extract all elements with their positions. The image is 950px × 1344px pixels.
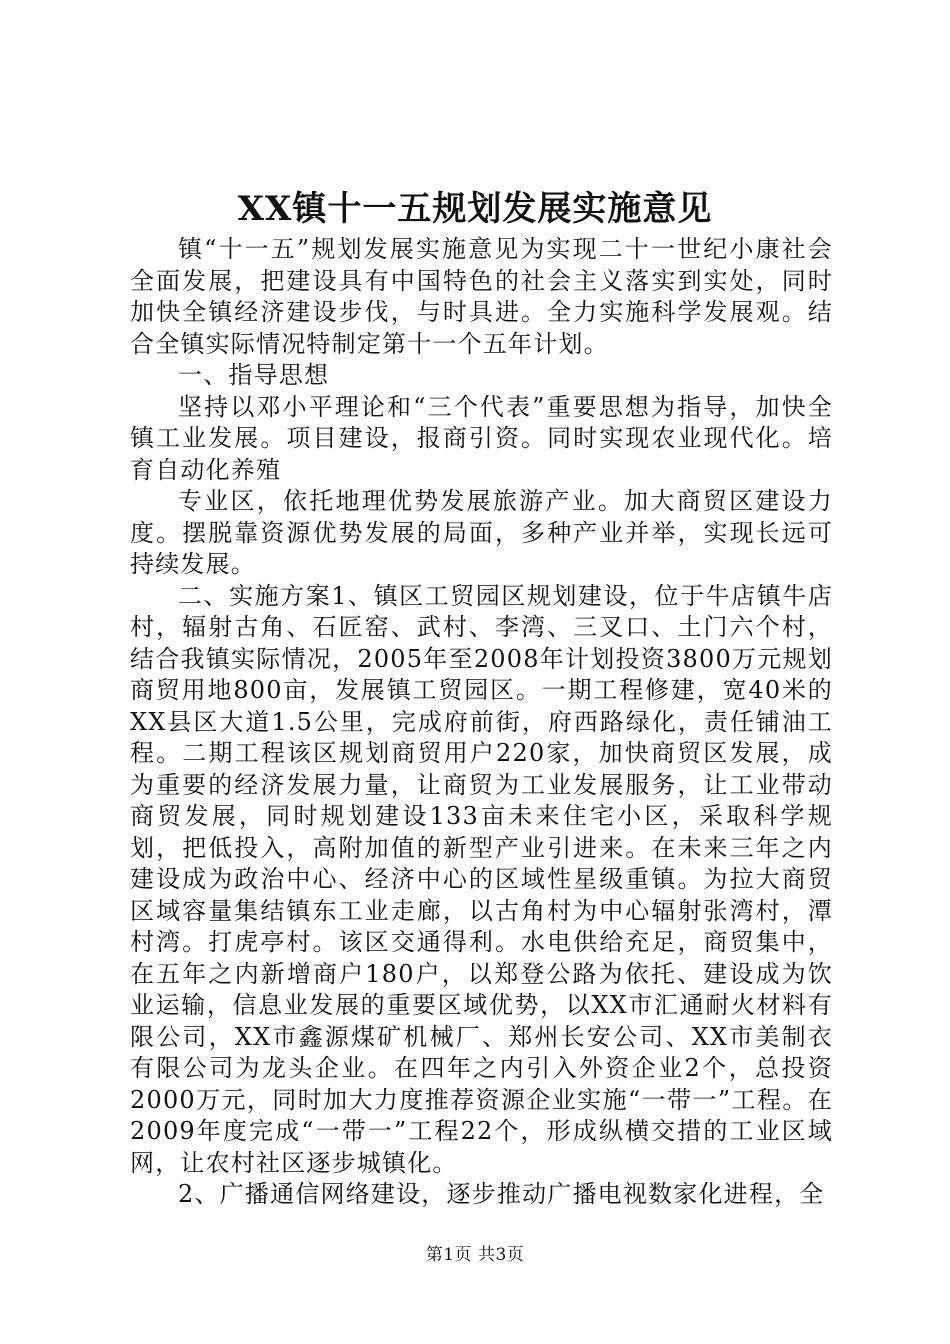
broadcast-network-paragraph: 2、广播通信网络建设，逐步推动广播电视数家化进程，全 bbox=[178, 1180, 825, 1208]
intro-paragraph: 镇“十一五”规划发展实施意见为实现二十一世纪小康社会全面发展，把建设具有中国特色的社会主义落实到实处，同时加快全镇经济建设步伐，与时具进。全力实施科学发展观。结合全镇实际情况特制定第十一个五年计划。 bbox=[130, 235, 833, 358]
guiding-ideology-paragraph: 坚持以邓小平理论和“三个代表”重要思想为指导，加快全镇工业发展。项目建设，报商引资。同时实现农业现代化。培育自动化养殖 bbox=[130, 392, 833, 484]
guiding-ideology-continued-paragraph: 专业区，依托地理优势发展旅游产业。加大商贸区建设力度。摆脱靠资源优势发展的局面，多种产业并举，实现长远可持续发展。 bbox=[130, 487, 833, 578]
document-title: XX镇十一五规划发展实施意见 bbox=[237, 189, 713, 229]
section-heading-guiding-ideology: 一、指导思想 bbox=[178, 361, 330, 389]
page-number-footer: 第1页 共3页 bbox=[425, 1245, 525, 1265]
implementation-plan-paragraph: 二、实施方案1、镇区工贸园区规划建设，位于牛店镇牛店村，辐射古角、石匠窑、武村、李湾、三叉口、土门六个村，结合我镇实际情况，2005年至2008年计划投资3800万元规划商贸用地800亩，发展镇工贸园区。一期工程修建，宽40米的XX县区大道1.5公里，完成府前街，府西路绿化，责任铺油工程。二期工程该区规划商贸用户220家，加快商贸区发展，成为重要的经济发展力量，让商贸为工业发展服务，让工业带动商贸发展，同时规划建设133亩未来住宅小区，采取科学规划，把低投入，高附加值的新型产业引进来。在未来三年之内建设成为政治中心、经济中心的区域性星级重镇。为拉大商贸区域容量集结镇东工业走廊，以古角村为中心辐射张湾村，潭村湾。打虎亭村。该区交通得利。水电供给充足，商贸集中，在五年之内新增商户180户，以郑登公路为依托、建设成为饮业运输，信息业发展的重要区域优势，以XX市汇通耐火材料有限公司，XX市鑫源煤矿机械厂、郑州长安公司、XX市美制衣有限公司为龙头企业。在四年之内引入外资企业2个，总投资2000万元，同时加大力度推荐资源企业实施“一带一”工程。在2009年度完成“一带一”工程22个，形成纵横交措的工业区域网，让农村社区逐步城镇化。 bbox=[130, 581, 833, 1177]
document-body bbox=[130, 234, 833, 1211]
